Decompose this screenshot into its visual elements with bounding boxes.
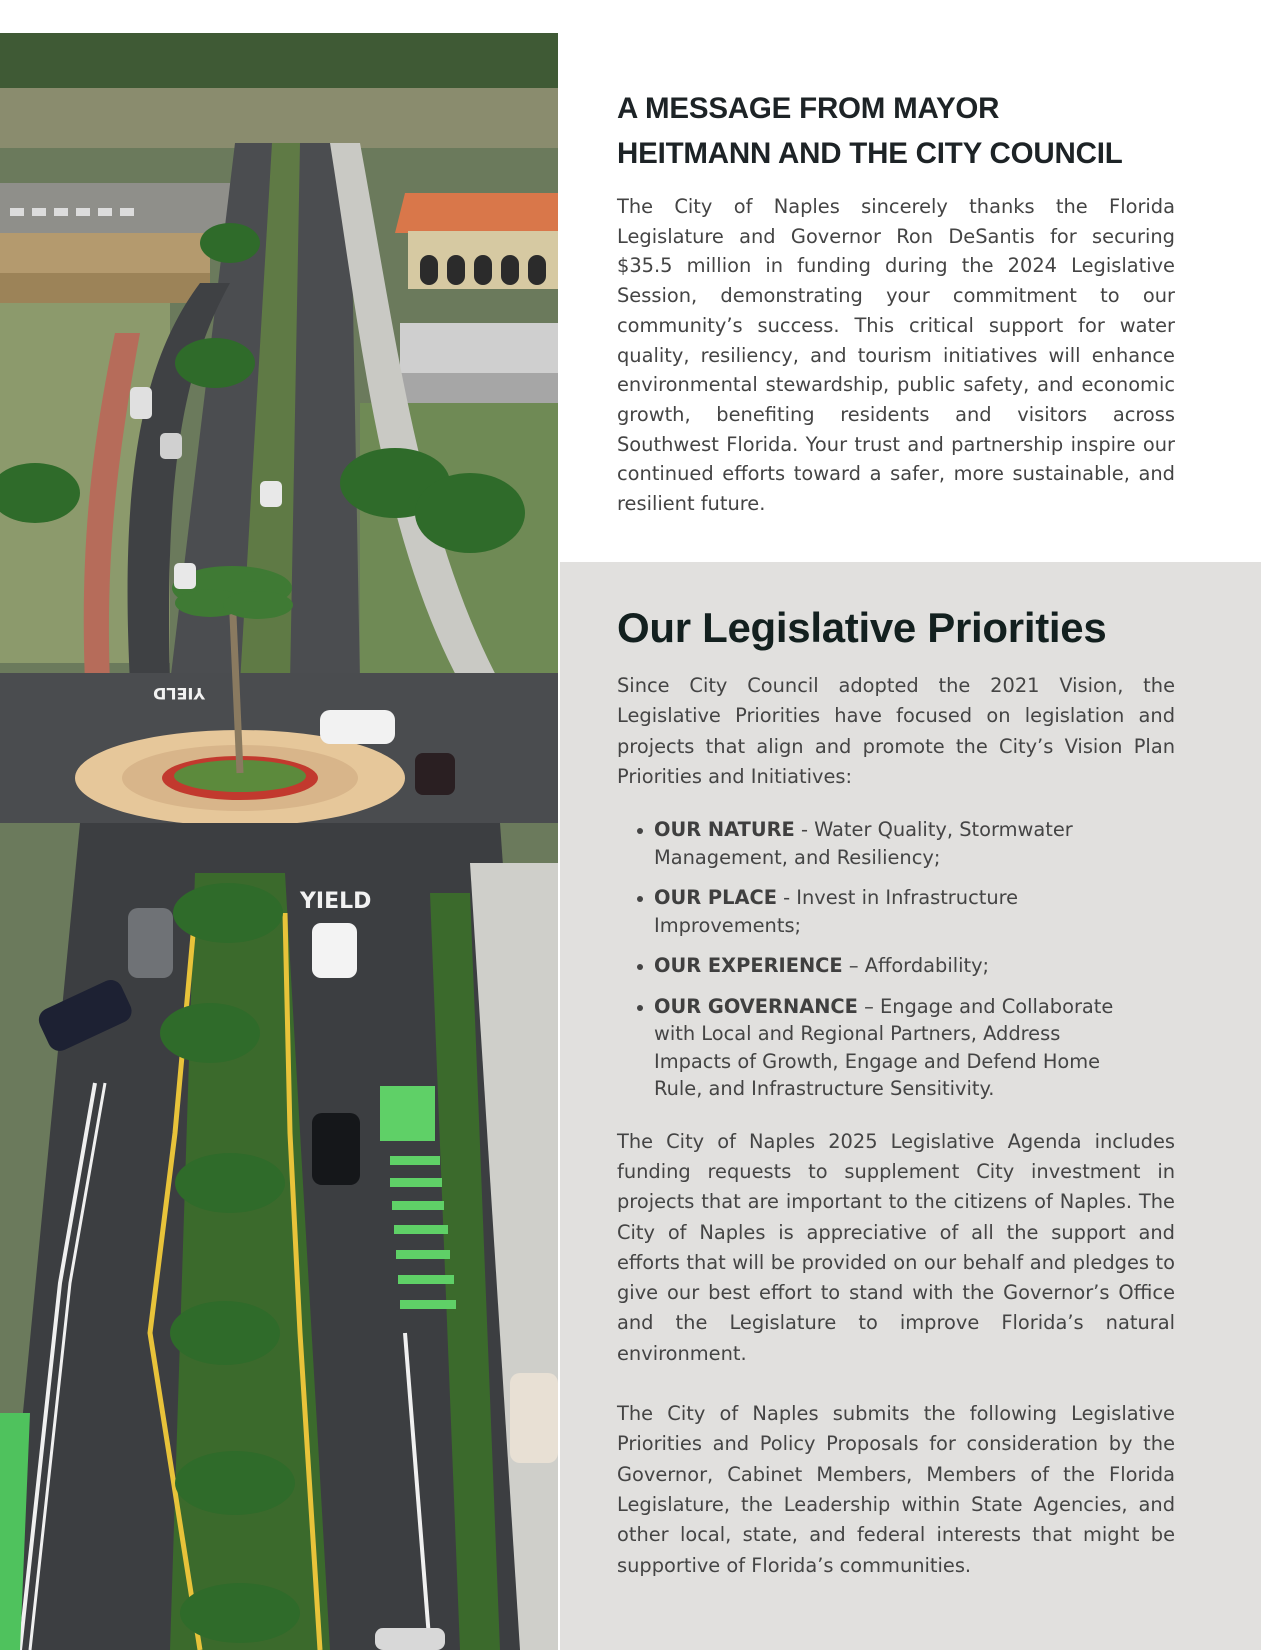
priorities-list — [617, 816, 1175, 1103]
mayor-message-body: The City of Naples sincerely thanks the Florida Legislature and Governor Ron DeSantis for securing $35.5 million in funding during the 2024 Legislative Session, demonstrating your commitment to our community’s success. This critical support for water quality, resiliency, and tourism initiatives will enhance environmental stewardship, public safety, and economic growth, benefiting residents and visitors across Southwest Florida. Your trust and partnership inspire our continued efforts toward a safer, more sustainable, and resilient future. — [617, 195, 1175, 516]
list-item — [654, 884, 1134, 939]
list-item — [654, 993, 1134, 1103]
list-item — [654, 816, 1134, 871]
mayor-message-title-line1: A MESSAGE FROM MAYOR — [617, 92, 1000, 125]
aerial-roundabout-photo — [0, 33, 558, 1650]
priorities-title: Our Legislative Priorities — [617, 604, 1107, 651]
submission-paragraph: The City of Naples submits the following Legislative Priorities and Policy Proposals for consideration by the Governor, Cabinet Members, Members of the Florida Legislature, the Leadership within State Agencies, and other local, state, and federal interests that might be supportive of Florida’s communities. — [617, 1402, 1175, 1577]
agenda-paragraph: The City of Naples 2025 Legislative Agenda includes funding requests to supplement City investment in projects that are important to the citizens of Naples. The City of Naples is appreciative of all the support and efforts that will be provided on our behalf and pledges to give our best effort to stand with the Governor’s Office and the Legislature to improve Florida’s natural environment. — [617, 1129, 1175, 1365]
priority-text-governance: – Engage and Collaborate with Local and Regional Partners, Address Impacts of Growth, Engage and Defend Home Rule, and Infrastructure Sensitivity. — [654, 994, 1114, 1101]
mayor-message-title — [617, 86, 1175, 176]
priority-text-place: - Invest in Infrastructure Improvements; — [654, 886, 1019, 937]
priority-label-nature: OUR NATURE — [654, 818, 795, 842]
mayor-message-title-line2: HEITMANN AND THE CITY COUNCIL — [617, 137, 1123, 170]
mayor-message-section — [617, 86, 1175, 519]
priority-label-governance: OUR GOVERNANCE — [654, 994, 858, 1018]
legislative-priorities-panel — [560, 562, 1261, 1650]
priority-label-place: OUR PLACE — [654, 886, 777, 910]
list-item — [654, 952, 1134, 980]
road-sign-yield-2: YIELD — [300, 889, 372, 914]
priority-text-nature: - Water Quality, Stormwater Management, and Resiliency; — [654, 818, 1073, 869]
road-sign-yield-1: YIELD — [153, 684, 205, 703]
priority-text-experience: – Affordability; — [842, 954, 990, 978]
priority-label-experience: OUR EXPERIENCE — [654, 954, 843, 978]
priorities-intro: Since City Council adopted the 2021 Vision, the Legislative Priorities have focused on legislation and projects that align and promote the City’s Vision Plan Priorities and Initiatives: — [617, 674, 1175, 788]
